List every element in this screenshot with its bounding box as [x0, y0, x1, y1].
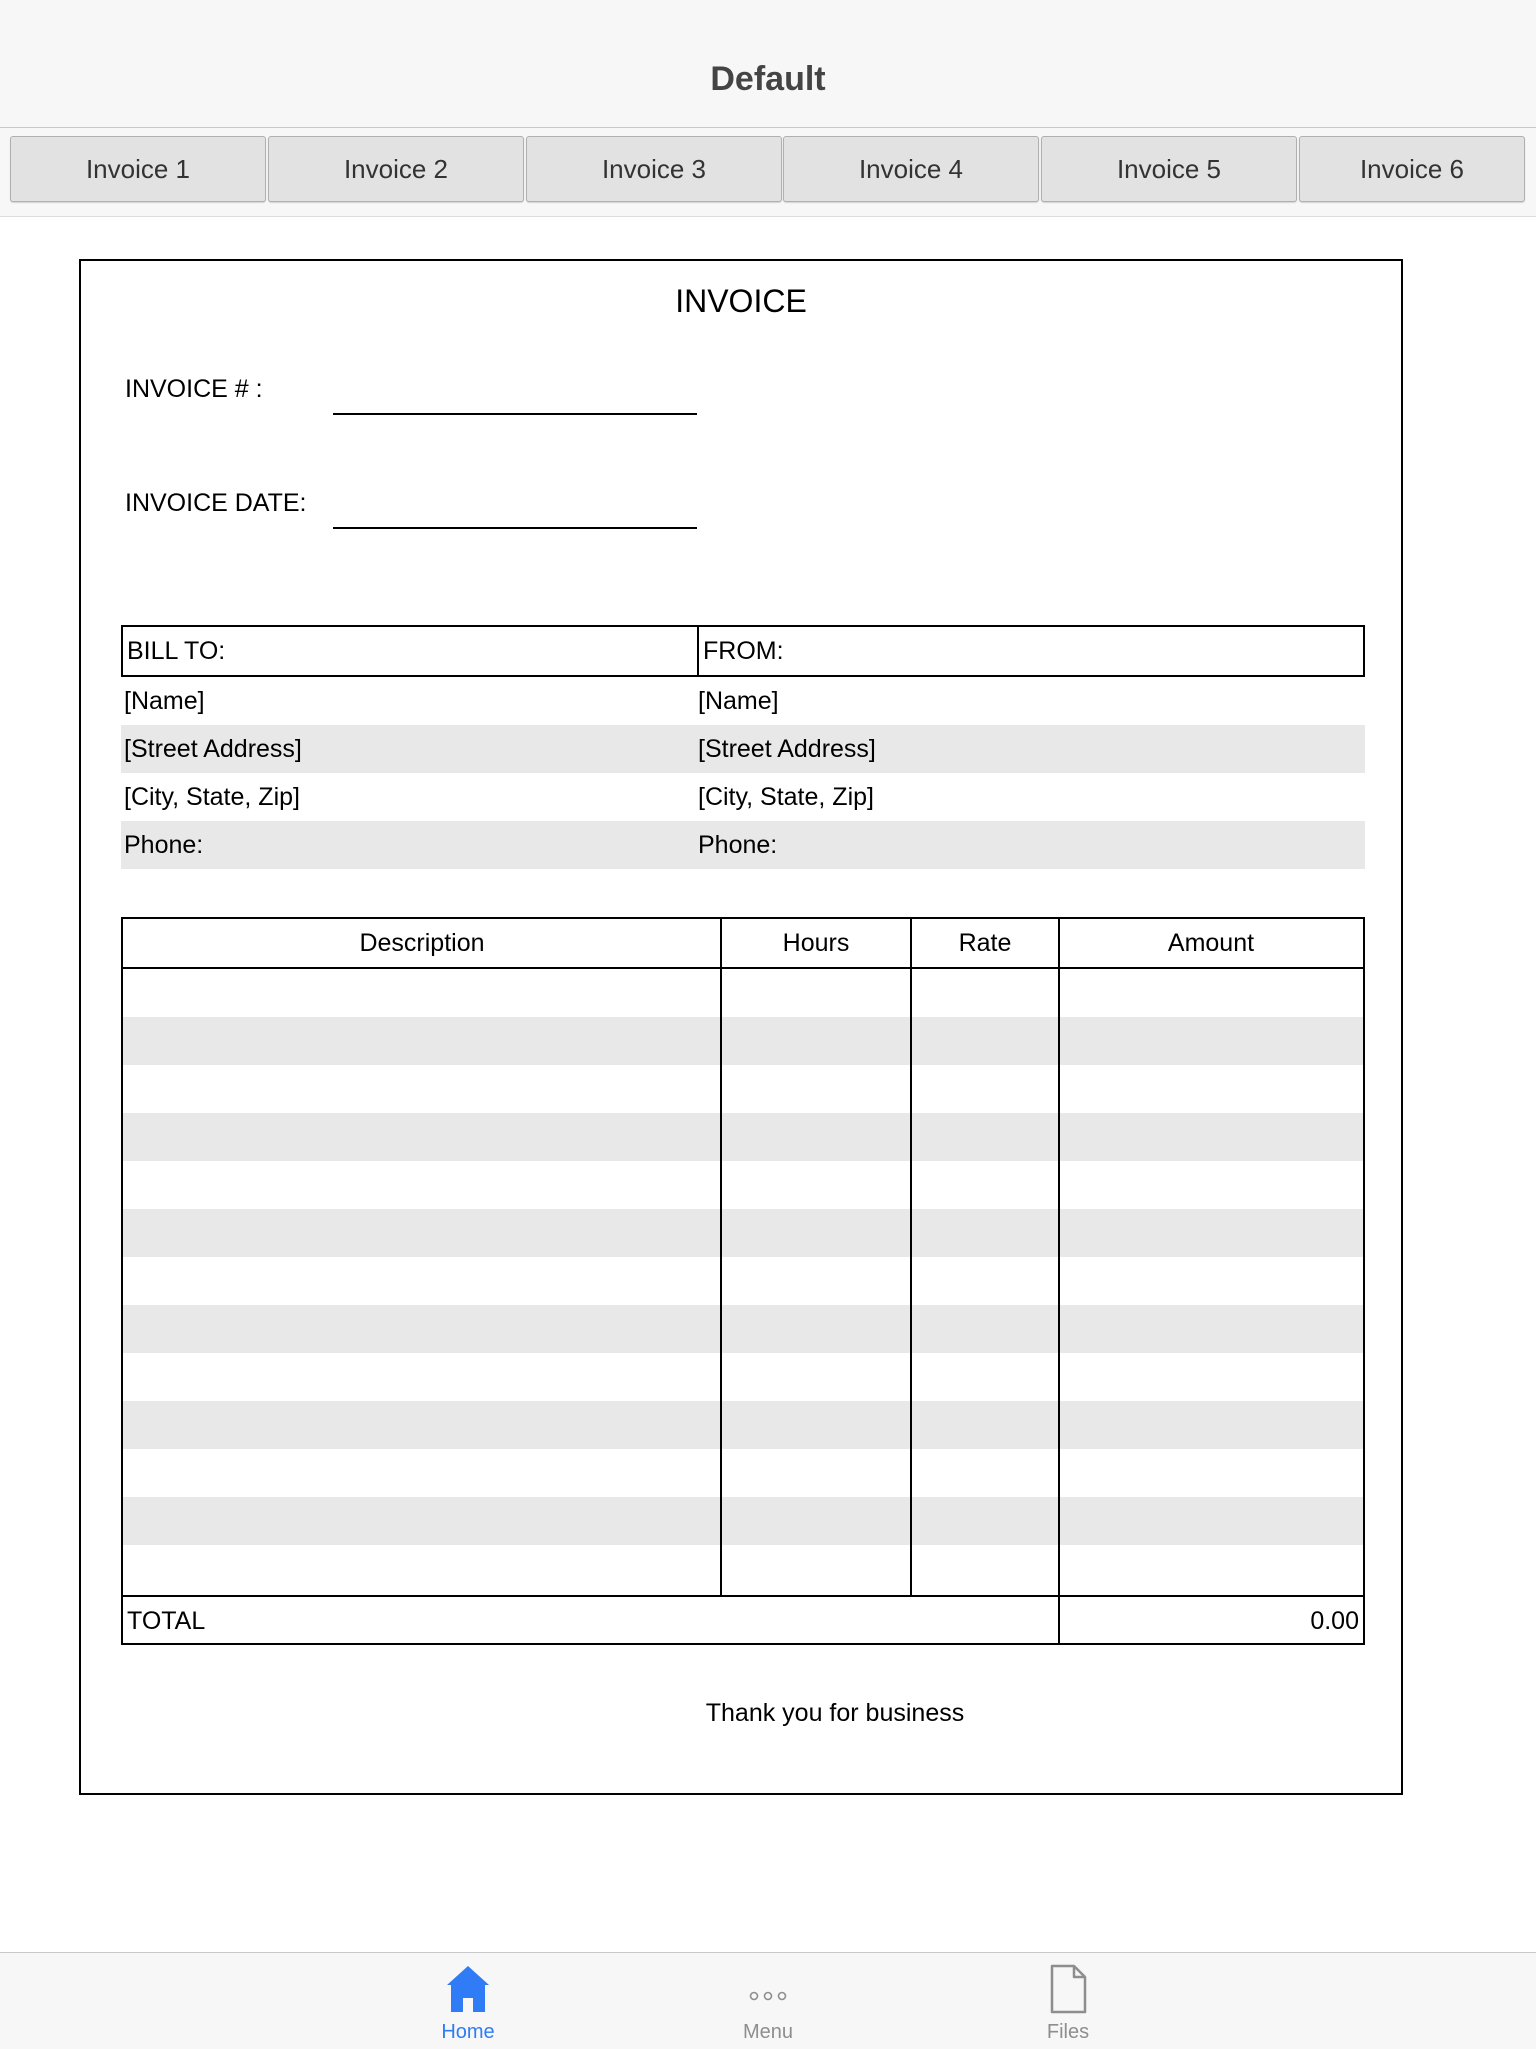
- footer-note: Thank you for business: [705, 1699, 965, 1727]
- bill-to-label: BILL TO:: [123, 627, 699, 675]
- table-row[interactable]: [123, 1497, 1363, 1545]
- invoice-number-field[interactable]: [333, 413, 697, 415]
- from-name[interactable]: [Name]: [698, 686, 779, 715]
- address-row: [121, 677, 1365, 725]
- file-icon: [1044, 1963, 1092, 2015]
- bottom-tab-label: Home: [441, 2021, 495, 2043]
- column-header-rate: Rate: [958, 928, 1012, 957]
- total-row: [123, 1595, 1363, 1643]
- from-phone[interactable]: Phone:: [698, 830, 778, 859]
- bill-to-phone[interactable]: Phone:: [124, 830, 204, 859]
- home-icon: [444, 1963, 492, 2015]
- bottom-tab-files[interactable]: [998, 1953, 1138, 2049]
- table-row[interactable]: [123, 1209, 1363, 1257]
- column-divider: [910, 919, 912, 1595]
- address-row: [121, 821, 1365, 869]
- address-row: [121, 725, 1365, 773]
- tab-invoice-4[interactable]: Invoice 4: [783, 136, 1039, 202]
- tab-invoice-2[interactable]: Invoice 2: [268, 136, 524, 202]
- nav-header: [0, 0, 1536, 128]
- table-row[interactable]: [123, 1449, 1363, 1497]
- table-row[interactable]: [123, 1401, 1363, 1449]
- address-row: [121, 773, 1365, 821]
- invoice-sheet: [79, 259, 1403, 1795]
- page-title: Default: [710, 60, 826, 98]
- tab-invoice-1[interactable]: Invoice 1: [10, 136, 266, 202]
- column-divider: [720, 919, 722, 1595]
- table-row[interactable]: [123, 1161, 1363, 1209]
- table-row[interactable]: [123, 1305, 1363, 1353]
- total-label: TOTAL: [127, 1606, 206, 1635]
- more-dots-icon: [744, 1963, 792, 2015]
- table-row[interactable]: [123, 1113, 1363, 1161]
- items-table: [121, 917, 1365, 1645]
- column-header-hours: Hours: [782, 928, 850, 957]
- bill-to-name[interactable]: [Name]: [124, 686, 205, 715]
- column-header-description: Description: [359, 928, 485, 957]
- tab-invoice-3[interactable]: Invoice 3: [526, 136, 782, 202]
- bottom-tab-bar: [0, 1952, 1536, 2049]
- invoice-title: INVOICE: [675, 283, 807, 319]
- bottom-tab-menu[interactable]: [698, 1953, 838, 2049]
- bottom-tab-label: Files: [1046, 2021, 1090, 2043]
- table-row[interactable]: [123, 969, 1363, 1017]
- bottom-tab-home[interactable]: [398, 1953, 538, 2049]
- items-table-header: [123, 919, 1363, 969]
- table-row[interactable]: [123, 1257, 1363, 1305]
- table-row[interactable]: [123, 1065, 1363, 1113]
- address-header: [121, 625, 1365, 677]
- table-row[interactable]: [123, 1353, 1363, 1401]
- bill-to-city[interactable]: [City, State, Zip]: [124, 782, 300, 811]
- table-row[interactable]: [123, 1017, 1363, 1065]
- total-value: 0.00: [1310, 1606, 1359, 1635]
- bill-to-street[interactable]: [Street Address]: [124, 734, 302, 763]
- bottom-tab-label: Menu: [742, 2021, 794, 2043]
- from-street[interactable]: [Street Address]: [698, 734, 876, 763]
- from-label: FROM:: [703, 636, 784, 665]
- invoice-number-label: INVOICE # :: [125, 375, 263, 403]
- column-divider: [1058, 919, 1060, 1643]
- tab-invoice-6[interactable]: Invoice 6: [1299, 136, 1525, 202]
- column-header-amount: Amount: [1167, 928, 1255, 957]
- tab-invoice-5[interactable]: Invoice 5: [1041, 136, 1297, 202]
- table-row[interactable]: [123, 1545, 1363, 1593]
- invoice-date-label: INVOICE DATE:: [125, 489, 307, 517]
- invoice-date-field[interactable]: [333, 527, 697, 529]
- tab-bar: [0, 128, 1536, 217]
- from-city[interactable]: [City, State, Zip]: [698, 782, 874, 811]
